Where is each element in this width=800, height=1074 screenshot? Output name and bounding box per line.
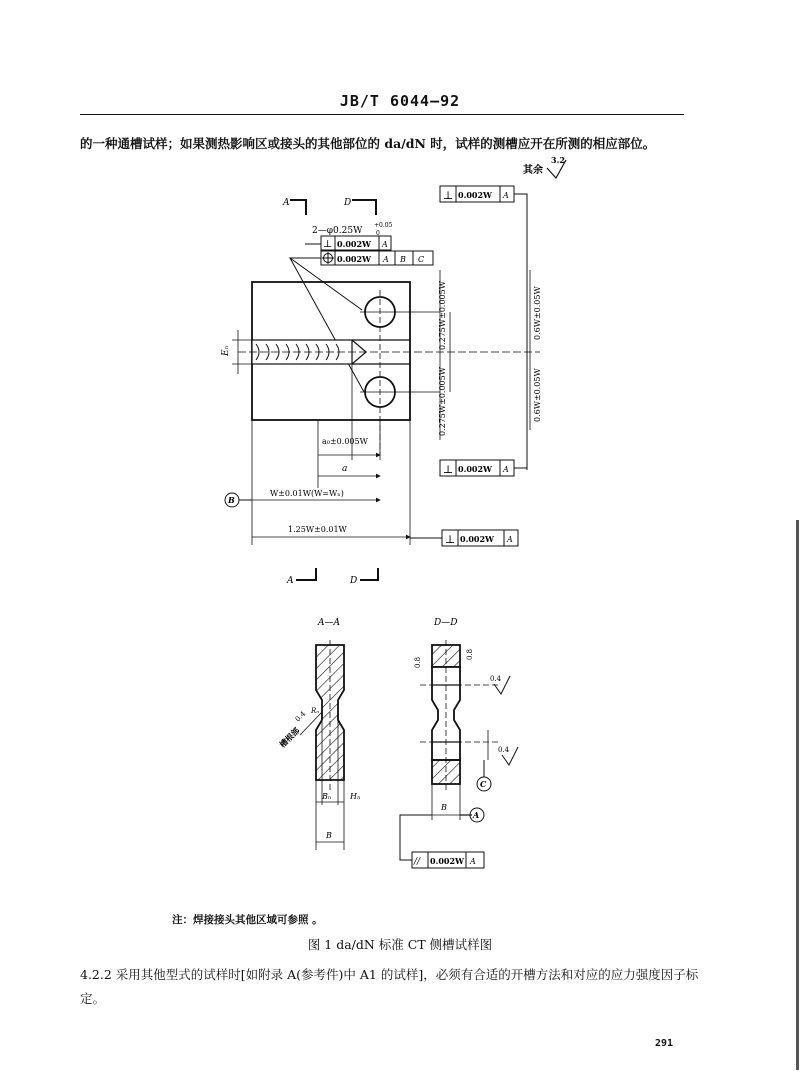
- section-d-top: D: [344, 198, 352, 208]
- intro-paragraph: 的一种通槽试样；如果测热影响区或接头的其他部位的 da/dN 时，试样的测槽应开在所测的相应部位。: [80, 136, 656, 151]
- dim-0275w-lower: 0.275W±0.005W: [438, 367, 447, 436]
- dim-06w-upper: 0.6W±0.05W: [533, 286, 542, 340]
- roughness-08-right: 0.8: [466, 648, 474, 660]
- ct-specimen-body: [238, 282, 540, 455]
- svg-text:⊥: ⊥: [323, 239, 333, 250]
- dim-125w: 1.25W±0.01W: [288, 525, 347, 534]
- dim-0275w-upper: 0.275W±0.005W: [438, 281, 447, 350]
- svg-text:A: A: [503, 465, 509, 474]
- svg-text:C: C: [480, 779, 487, 789]
- figure-caption: 图 1 da/dN 标准 CT 侧槽试样图: [307, 937, 493, 952]
- fcf-parallel: [400, 815, 484, 868]
- hole-spec: 2—φ0.25W: [312, 226, 363, 236]
- groove-root-label: 槽根部: [277, 725, 302, 750]
- fcf-top-right: [440, 186, 527, 470]
- surface-rest-value: 3.2: [551, 155, 565, 165]
- svg-text:0.002W: 0.002W: [430, 856, 465, 866]
- svg-text:⊥: ⊥: [443, 189, 454, 202]
- dim-a: a: [342, 464, 348, 474]
- svg-text:0.002W: 0.002W: [460, 534, 495, 544]
- section-4-2-2: 4.2.2 采用其他型式的试样时[如附录 A(参考件)中 A1 的试样]，必须有合适的开槽方法和对应的应力强度因子标定。: [80, 967, 699, 1006]
- svg-text://: //: [414, 857, 421, 867]
- svg-text:⊥: ⊥: [443, 463, 454, 476]
- dim-hn: Hₙ: [350, 792, 361, 801]
- groove-rn: Rₙ: [311, 707, 320, 715]
- svg-text:+0.05: +0.05: [374, 222, 393, 229]
- svg-text:0: 0: [376, 230, 380, 237]
- svg-text:A: A: [473, 810, 480, 820]
- svg-text:0.002W: 0.002W: [337, 239, 372, 249]
- fcf-hole-perp: [321, 236, 391, 250]
- page-number: 291: [655, 1038, 674, 1049]
- dim-en: Eₙ: [221, 345, 231, 356]
- section-dd-title: D—D: [434, 618, 458, 628]
- section-a-bottom: A: [287, 576, 294, 586]
- svg-text:A: A: [383, 255, 389, 264]
- section-d-bottom: D: [350, 576, 358, 586]
- svg-text:A: A: [470, 857, 476, 866]
- section-a-top: A: [283, 198, 290, 208]
- svg-text:0.002W: 0.002W: [337, 254, 372, 264]
- section-aa-view: [316, 640, 344, 850]
- svg-text:B: B: [228, 495, 235, 505]
- section-aa-title: A—A: [318, 618, 340, 628]
- surface-rest-label: 其余: [523, 165, 543, 176]
- svg-text:0.002W: 0.002W: [458, 464, 493, 474]
- standard-header: JB/T 6044—92: [339, 92, 461, 110]
- dim-b-aa: B: [326, 831, 332, 840]
- fcf-mid-right: [440, 430, 527, 476]
- fcf-bottom: [410, 530, 518, 546]
- svg-text:A: A: [507, 535, 513, 544]
- figure-note: 注：焊接接头其他区域可参照 。: [172, 914, 323, 926]
- svg-text:A: A: [503, 191, 509, 200]
- dim-bn: Bₙ: [322, 792, 332, 801]
- fcf-hole-position: [321, 251, 433, 265]
- roughness-08-left: 0.8: [414, 656, 422, 668]
- svg-text:B: B: [400, 255, 406, 264]
- svg-text:C: C: [418, 255, 425, 264]
- svg-text:0.002W: 0.002W: [458, 190, 493, 200]
- svg-text:⊥: ⊥: [445, 533, 456, 546]
- roughness-04-lower: 0.4: [498, 746, 510, 754]
- dim-w: W±0.01W(W=Wₙ): [270, 489, 344, 498]
- roughness-04-upper: 0.4: [490, 675, 502, 683]
- dim-a0: a₀±0.005W: [322, 437, 368, 446]
- dim-b-dd: B: [441, 803, 447, 812]
- scan-edge: [796, 520, 799, 1070]
- dim-06w-lower: 0.6W±0.05W: [533, 368, 542, 422]
- roughness-04-groove: 0.4: [293, 709, 308, 724]
- svg-text:A: A: [382, 240, 388, 249]
